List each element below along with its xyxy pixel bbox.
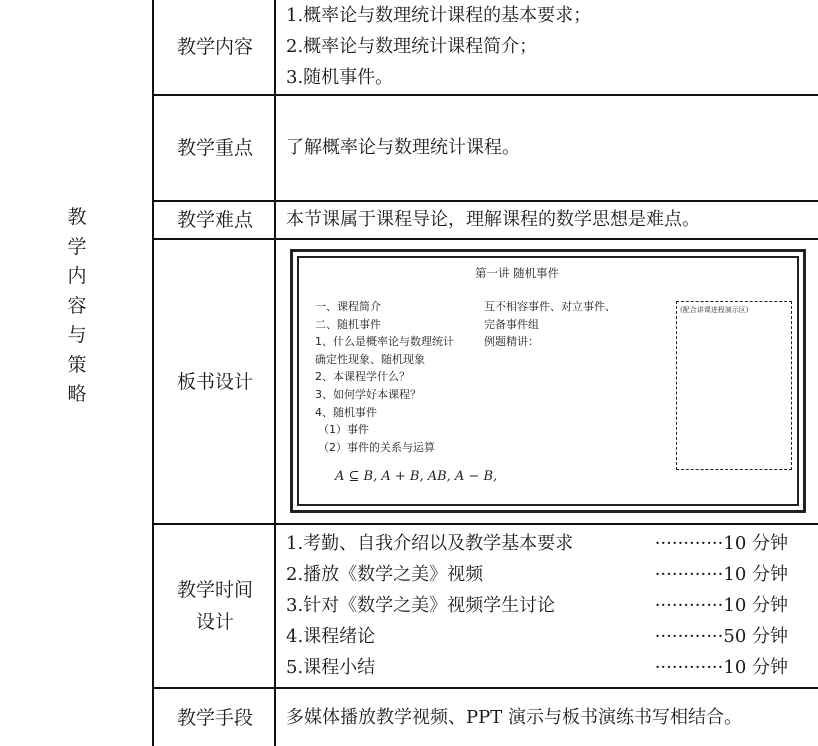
board-line: 一、课程简介 (315, 300, 381, 313)
board-title: 第一讲 随机事件 (475, 266, 560, 280)
row-label-teaching-methods: 教学手段 (176, 707, 253, 729)
schedule-item (286, 652, 806, 683)
teaching-difficulty-text: 本节课属于课程导论，理解课程的数学思想是难点。 (286, 209, 700, 230)
board-line: （2）事件的关系与运算 (318, 440, 435, 454)
schedule-item-duration: ············10 分钟 (654, 533, 788, 554)
schedule-item (286, 621, 806, 652)
teaching-focus-text: 了解概率论与数理统计课程。 (286, 137, 520, 158)
board-middle-column (484, 298, 616, 351)
teaching-content-item: 2.概率论与数理统计课程简介； (286, 36, 538, 57)
board-formula: A ⊆ B, A + B, AB, A − B, (335, 469, 498, 484)
section-title-char: 教 (67, 206, 87, 228)
board-line: 确定性现象、随机现象 (315, 352, 425, 366)
schedule-item-duration: ············10 分钟 (654, 657, 788, 678)
schedule-item-text: 3.针对《数学之美》视频学生讨论 (286, 595, 556, 616)
row-divider-focus-difficulty (152, 200, 818, 202)
board-line: 1、什么是概率论与数理统计 (315, 335, 454, 349)
row-divider-board-schedule (152, 523, 818, 525)
teaching-content-item: 3.随机事件。 (286, 67, 394, 88)
row-label-board-design: 板书设计 (176, 371, 253, 393)
row-label-teaching-difficulty: 教学难点 (176, 209, 253, 231)
section-title-char: 略 (67, 383, 87, 405)
section-title-char: 内 (67, 265, 87, 287)
schedule-item-text: 4.课程绪论 (286, 626, 376, 647)
schedule-item-duration: ············10 分钟 (654, 564, 788, 585)
teaching-methods-text: 多媒体播放教学视频、PPT 演示与板书演练书写相结合。 (286, 707, 742, 728)
schedule-item (286, 559, 806, 590)
schedule-item-text: 2.播放《数学之美》视频 (286, 564, 484, 585)
row-label-line: 设计 (195, 611, 234, 633)
schedule-item-duration: ············50 分钟 (654, 626, 788, 647)
board-line: 3、如何学好本课程？ (315, 387, 421, 401)
board-line: 完备事件组 (484, 317, 539, 331)
demo-area-box (676, 301, 792, 470)
board-line: 2、本课程学什么？ (315, 370, 410, 384)
section-title-char: 学 (67, 235, 87, 258)
row-label-line: 教学时间 (176, 579, 253, 601)
board-left-column (315, 298, 454, 456)
row-label-time-design (155, 574, 275, 638)
board-line: 二、随机事件 (315, 317, 381, 331)
row-label-teaching-focus: 教学重点 (176, 137, 253, 159)
board-line: （1）事件 (318, 423, 369, 437)
schedule-item (286, 528, 806, 559)
board-line: 4、随机事件 (315, 405, 377, 419)
schedule-item-duration: ············10 分钟 (654, 595, 788, 616)
row-label-teaching-content: 教学内容 (176, 36, 253, 58)
section-title-char: 策 (67, 353, 87, 376)
row-divider-content-focus (152, 94, 818, 96)
section-title-char: 容 (67, 294, 87, 317)
row-divider-difficulty-board (152, 238, 818, 240)
table-left-border (152, 0, 154, 746)
section-title-char: 与 (67, 324, 87, 346)
schedule-item-text: 1.考勤、自我介绍以及教学基本要求 (286, 533, 574, 554)
teaching-content-list (286, 0, 591, 93)
section-title-vertical (64, 203, 90, 410)
board-line: 互不相容事件、对立事件、 (484, 300, 616, 313)
schedule-item-text: 5.课程小结 (286, 657, 376, 678)
board-line: 例题精讲： (484, 335, 539, 349)
schedule-item (286, 590, 806, 621)
row-divider-schedule-methods (152, 687, 818, 689)
demo-area-label: (配合讲课进程演示区) (680, 306, 749, 314)
teaching-content-item: 1.概率论与数理统计课程的基本要求； (286, 5, 592, 26)
